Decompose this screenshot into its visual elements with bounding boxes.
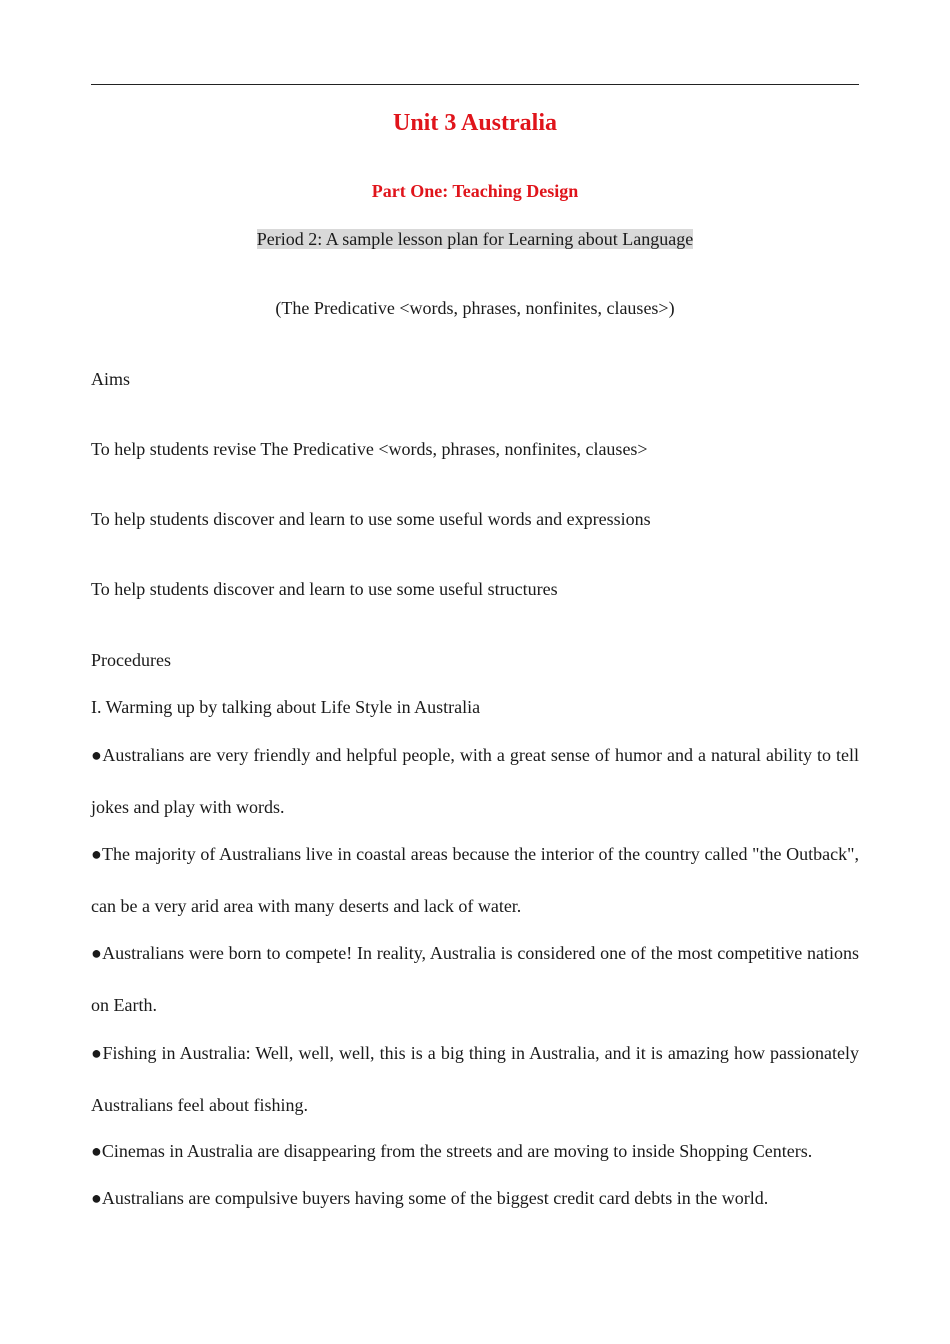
bullet-item: ●The majority of Australians live in coastal areas because the interior of the country called "the Outback", can be a very arid area with many deserts and lack of water. xyxy=(91,844,859,916)
aims-heading: Aims xyxy=(91,369,131,389)
bullet-item: ●Cinemas in Australia are disappearing from the streets and are moving to inside Shopping Centers. xyxy=(91,1141,813,1161)
period-heading-text: Period 2: A sample lesson plan for Learning about Language xyxy=(256,229,694,249)
aim-item: To help students discover and learn to use some useful words and expressions xyxy=(91,509,651,529)
bullet-item: ●Australians were born to compete! In reality, Australia is considered one of the most competitive nations on Earth. xyxy=(91,943,859,1015)
bullet-item: ●Fishing in Australia: Well, well, well, this is a big thing in Australia, and it is amazing how passionately Australians feel about fishing. xyxy=(91,1043,859,1115)
document-subtitle: Part One: Teaching Design xyxy=(371,181,579,201)
bullet-item: ●Australians are very friendly and helpful people, with a great sense of humor and a natural ability to tell jokes and play with words. xyxy=(91,745,859,817)
document-title: Unit 3 Australia xyxy=(392,110,557,136)
aim-item: To help students discover and learn to use some useful structures xyxy=(91,579,558,599)
topic-line: (The Predicative <words, phrases, nonfinites, clauses>) xyxy=(275,298,675,318)
procedure-step: I. Warming up by talking about Life Style in Australia xyxy=(91,697,481,717)
header-rule xyxy=(91,84,859,85)
procedures-heading: Procedures xyxy=(91,650,171,670)
period-heading xyxy=(91,229,859,250)
aim-item: To help students revise The Predicative <words, phrases, nonfinites, clauses> xyxy=(91,439,648,459)
bullet-item: ●Australians are compulsive buyers having some of the biggest credit card debts in the world. xyxy=(91,1188,769,1208)
